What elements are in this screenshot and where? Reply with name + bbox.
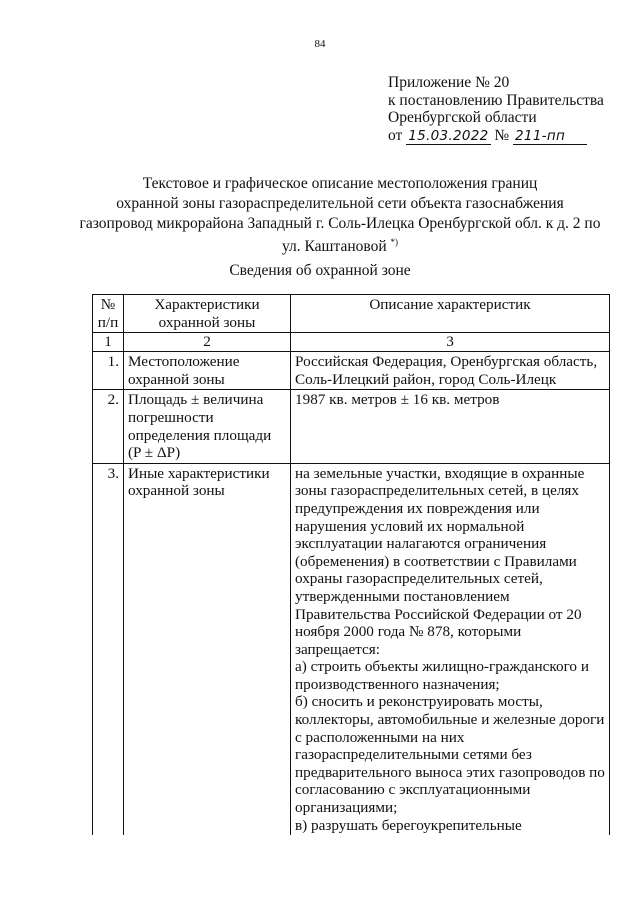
row-number: 2. [93,390,124,463]
column-number: 2 [124,333,291,352]
number-prefix: № [494,126,510,144]
title-line-4-text: ул. Каштановой [281,238,387,256]
title-line-1: Текстовое и графическое описание местоположения границ [142,175,538,192]
description-item-c: в) разрушать берегоукрепительные [295,816,522,834]
row-number: 1. [93,352,124,390]
description-item-b: б) сносить и реконструировать мосты, коллекторы, автомобильные и железные дороги с расположенными на них газораспределительными сетями без предварительного выноса этих газопроводов по согласованию с эксплуатационными организациями; [295,693,605,817]
table-header-row [93,295,610,333]
document-title [70,174,610,257]
row-description [291,352,610,390]
header-cell: Описание характеристик [291,295,610,333]
table-row [93,352,610,390]
row-number: 3. [93,463,124,835]
appendix-line-1: Приложение № 20 [388,74,510,91]
appendix-line-2: к постановлению Правительства [388,91,604,109]
appendix-block [388,74,633,145]
header-cell: № п/п [93,295,124,333]
row-description [291,390,610,463]
handwritten-date: 15.03.2022 [408,127,489,144]
description-text: на земельные участки, входящие в охранные зоны газораспределительных сетей, в целях предупреждения их повреждения или нарушения условий их нормальной эксплуатации налагаются ограничения (обременения) в соответствии с Правилами охраны газораспределительных сетей, утвержденными постановлением Правительства Российской Федерации от 20 ноября 2000 года № 878, которыми запрещается: [295,464,585,658]
row-description [291,463,610,835]
zone-info-table [92,294,610,835]
appendix-line-3: Оренбургской области [388,109,537,127]
footnote-mark: *) [390,237,399,248]
column-number: 1 [93,333,124,352]
row-characteristic: Местоположение охранной зоны [124,352,291,390]
title-line-2: охранной зоны газораспределительной сети объекта газоснабжения [116,194,564,212]
column-number: 3 [291,333,610,352]
description-text: 1987 кв. метров ± 16 кв. метров [295,391,500,409]
handwritten-number: 211-пп [513,129,587,145]
description-item-a: а) строить объекты жилищно-гражданского и производственного назначения; [295,658,589,693]
description-text: Российская Федерация, Оренбургская область, Соль-Илецкий район, город Соль-Илецк [295,353,598,388]
row-characteristic: Иные характеристики охранной зоны [124,463,291,835]
title-line-4 [70,233,610,257]
header-cell: Характеристики охранной зоны [124,295,291,333]
row-characteristic: Площадь ± величина погрешности определения площади (P ± ΔP) [124,390,291,463]
appendix-date-line [388,127,633,145]
page-number: 84 [314,38,326,50]
table-row [93,390,610,463]
date-prefix: от [388,126,403,144]
table-row [93,463,610,835]
section-subtitle: Сведения об охранной зоне [229,262,411,279]
title-line-3: газопровод микрорайона Западный г. Соль-Илецка Оренбургской обл. к д. 2 по [79,214,601,232]
column-number-row [93,333,610,352]
